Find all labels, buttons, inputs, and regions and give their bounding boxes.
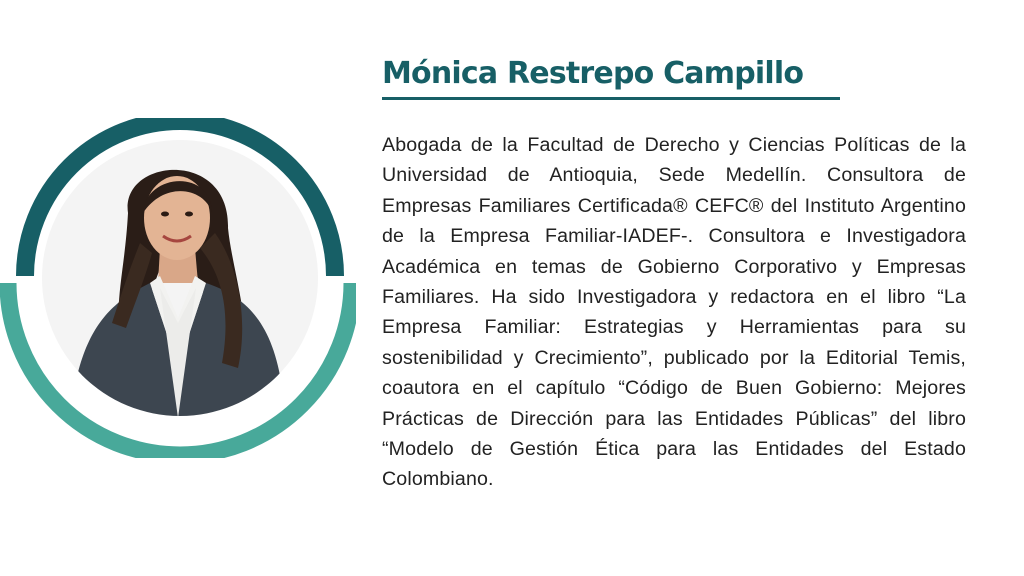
speaker-bio: Abogada de la Facultad de Derecho y Ciencias Políticas de la Universidad de Antioquia, Sede Medellín. Consultora de Empresas Familiares Certificada® CEFC® del Instituto Argentino de la Empresa Familiar-IADEF-. Consultora e Investigadora Académica en temas de Gobierno Corporativo y Empresas Familiares. Ha sido Investigadora y redactora en el libro “La Empresa Familiar: Estrategias y Herramientas para su sostenibilidad y Crecimiento”, publicado por la Editorial Temis, coautora en el capítulo “Código de Buen Gobierno: Mejores Prácticas de Dirección para las Entidades Públicas” del libro “Modelo de Gestión Ética para las Entidades del Estado Colombiano.	[382, 134, 966, 491]
name-underline	[382, 97, 840, 100]
portrait-frame	[0, 118, 356, 458]
portrait-photo	[40, 138, 320, 418]
portrait-graphic	[0, 118, 356, 458]
speaker-name: Mónica Restrepo Campillo	[382, 56, 804, 91]
